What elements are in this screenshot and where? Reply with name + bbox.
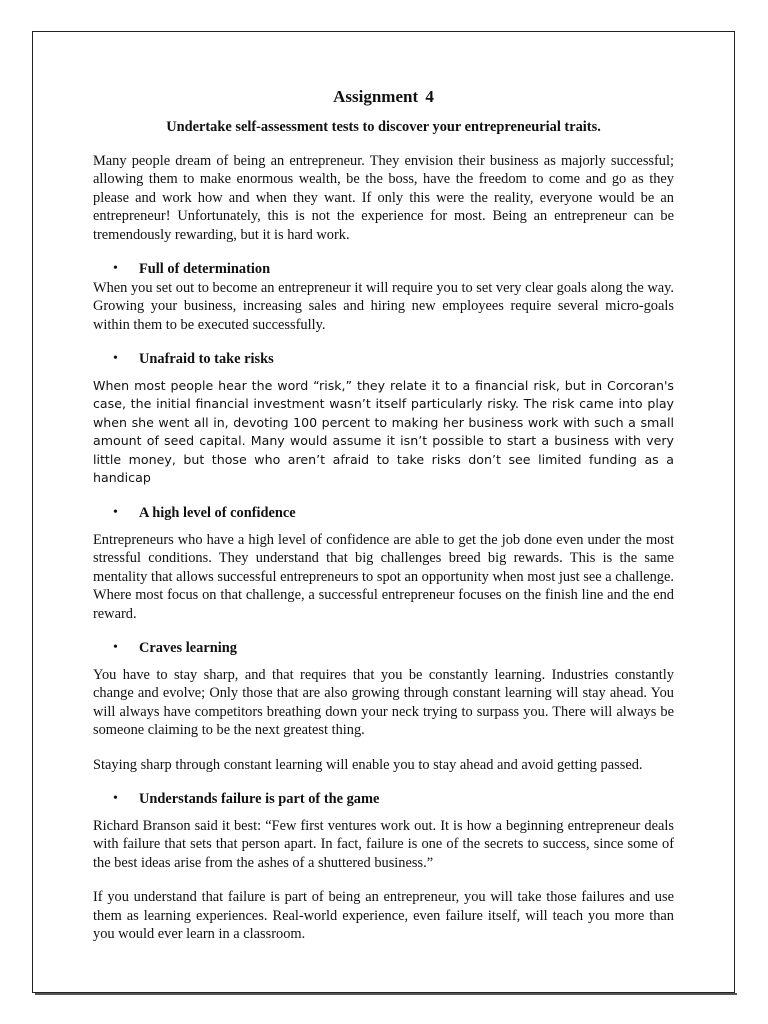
bullet-icon: • [113,640,118,656]
intro-paragraph: Many people dream of being an entrepreneur. They envision their business as majorly successful; allowing them to make enormous wealth, be the boss, have the freedom to come and go as they please and work how and when they want. If only this were the reality, everyone would be an entrepreneur! Unfortunately, this is not the experience for most. Being an entrepreneur can be tremendously rewarding, but it is hard work. [93,152,674,243]
section-heading-failure [113,790,674,809]
heading-text: A high level of confidence [139,505,296,522]
bullet-icon: • [113,351,118,366]
section-heading-confidence [113,504,674,523]
assignment-subtitle: Undertake self-assessment tests to discover your entrepreneurial traits. [166,119,601,135]
heading-text: Full of determination [139,261,271,277]
paragraph-learning-2: Staying sharp through constant learning will enable you to stay ahead and avoid getting passed. [93,756,643,773]
bullet-icon: • [113,261,118,276]
section-heading-risks [113,350,674,369]
paragraph-risks: When most people hear the word “risk,” they relate it to a financial risk, but in Corcoran's case, the initial financial investment wasn’t itself particularly risky. The risk came into play when she went all in, devoting 100 percent to making her business work with such a small amount of seed capital. Many would assume it isn’t possible to start a business with very little money, but those who aren’t afraid to take risks don’t see limited funding as a handicap [93,377,674,486]
bullet-icon: • [113,791,118,807]
bullet-icon: • [113,505,118,521]
page-title: Assignment 4 [333,87,434,106]
paragraph-failure-2: If you understand that failure is part of being an entrepreneur, you will take those failures and use them as learning experiences. Real-world experience, even failure itself, will teach you more than you would ever learn in a classroom. [93,889,674,943]
paragraph-failure-1: Richard Branson said it best: “Few first ventures work out. It is how a beginning entrepreneur deals with failure that sets that person apart. In fact, failure is one of the secrets to success, since some of the best ideas arise from the ashes of a shuttered business.” [93,817,674,871]
heading-text: Understands failure is part of the game [139,791,380,808]
paragraph-learning-1: You have to stay sharp, and that requires that you be constantly learning. Industries constantly change and evolve; Only those that are also growing through constant learning will stay ahead. You will always have competitors breathing down your neck trying to surpass you. There will always be someone claiming to be the next greatest thing. [93,666,674,739]
document-body [93,86,674,960]
paragraph-confidence: Entrepreneurs who have a high level of confidence are able to get the job done even under the most stressful conditions. They understand that big challenges breed big rewards. This is the same mentality that allows successful entrepreneurs to spot an opportunity when most just see a challenge. Where most focus on that challenge, a successful entrepreneur focuses on the finish line and the end reward. [93,531,674,622]
heading-text: Craves learning [139,640,237,657]
heading-text: Unafraid to take risks [139,351,274,367]
section-heading-learning [113,639,674,658]
paragraph-determination: When you set out to become an entrepreneur it will require you to set very clear goals along the way. Growing your business, increasing sales and hiring new employees require several micro-goals within them to be executed successfully. [93,279,674,333]
section-heading-determination [113,260,674,279]
